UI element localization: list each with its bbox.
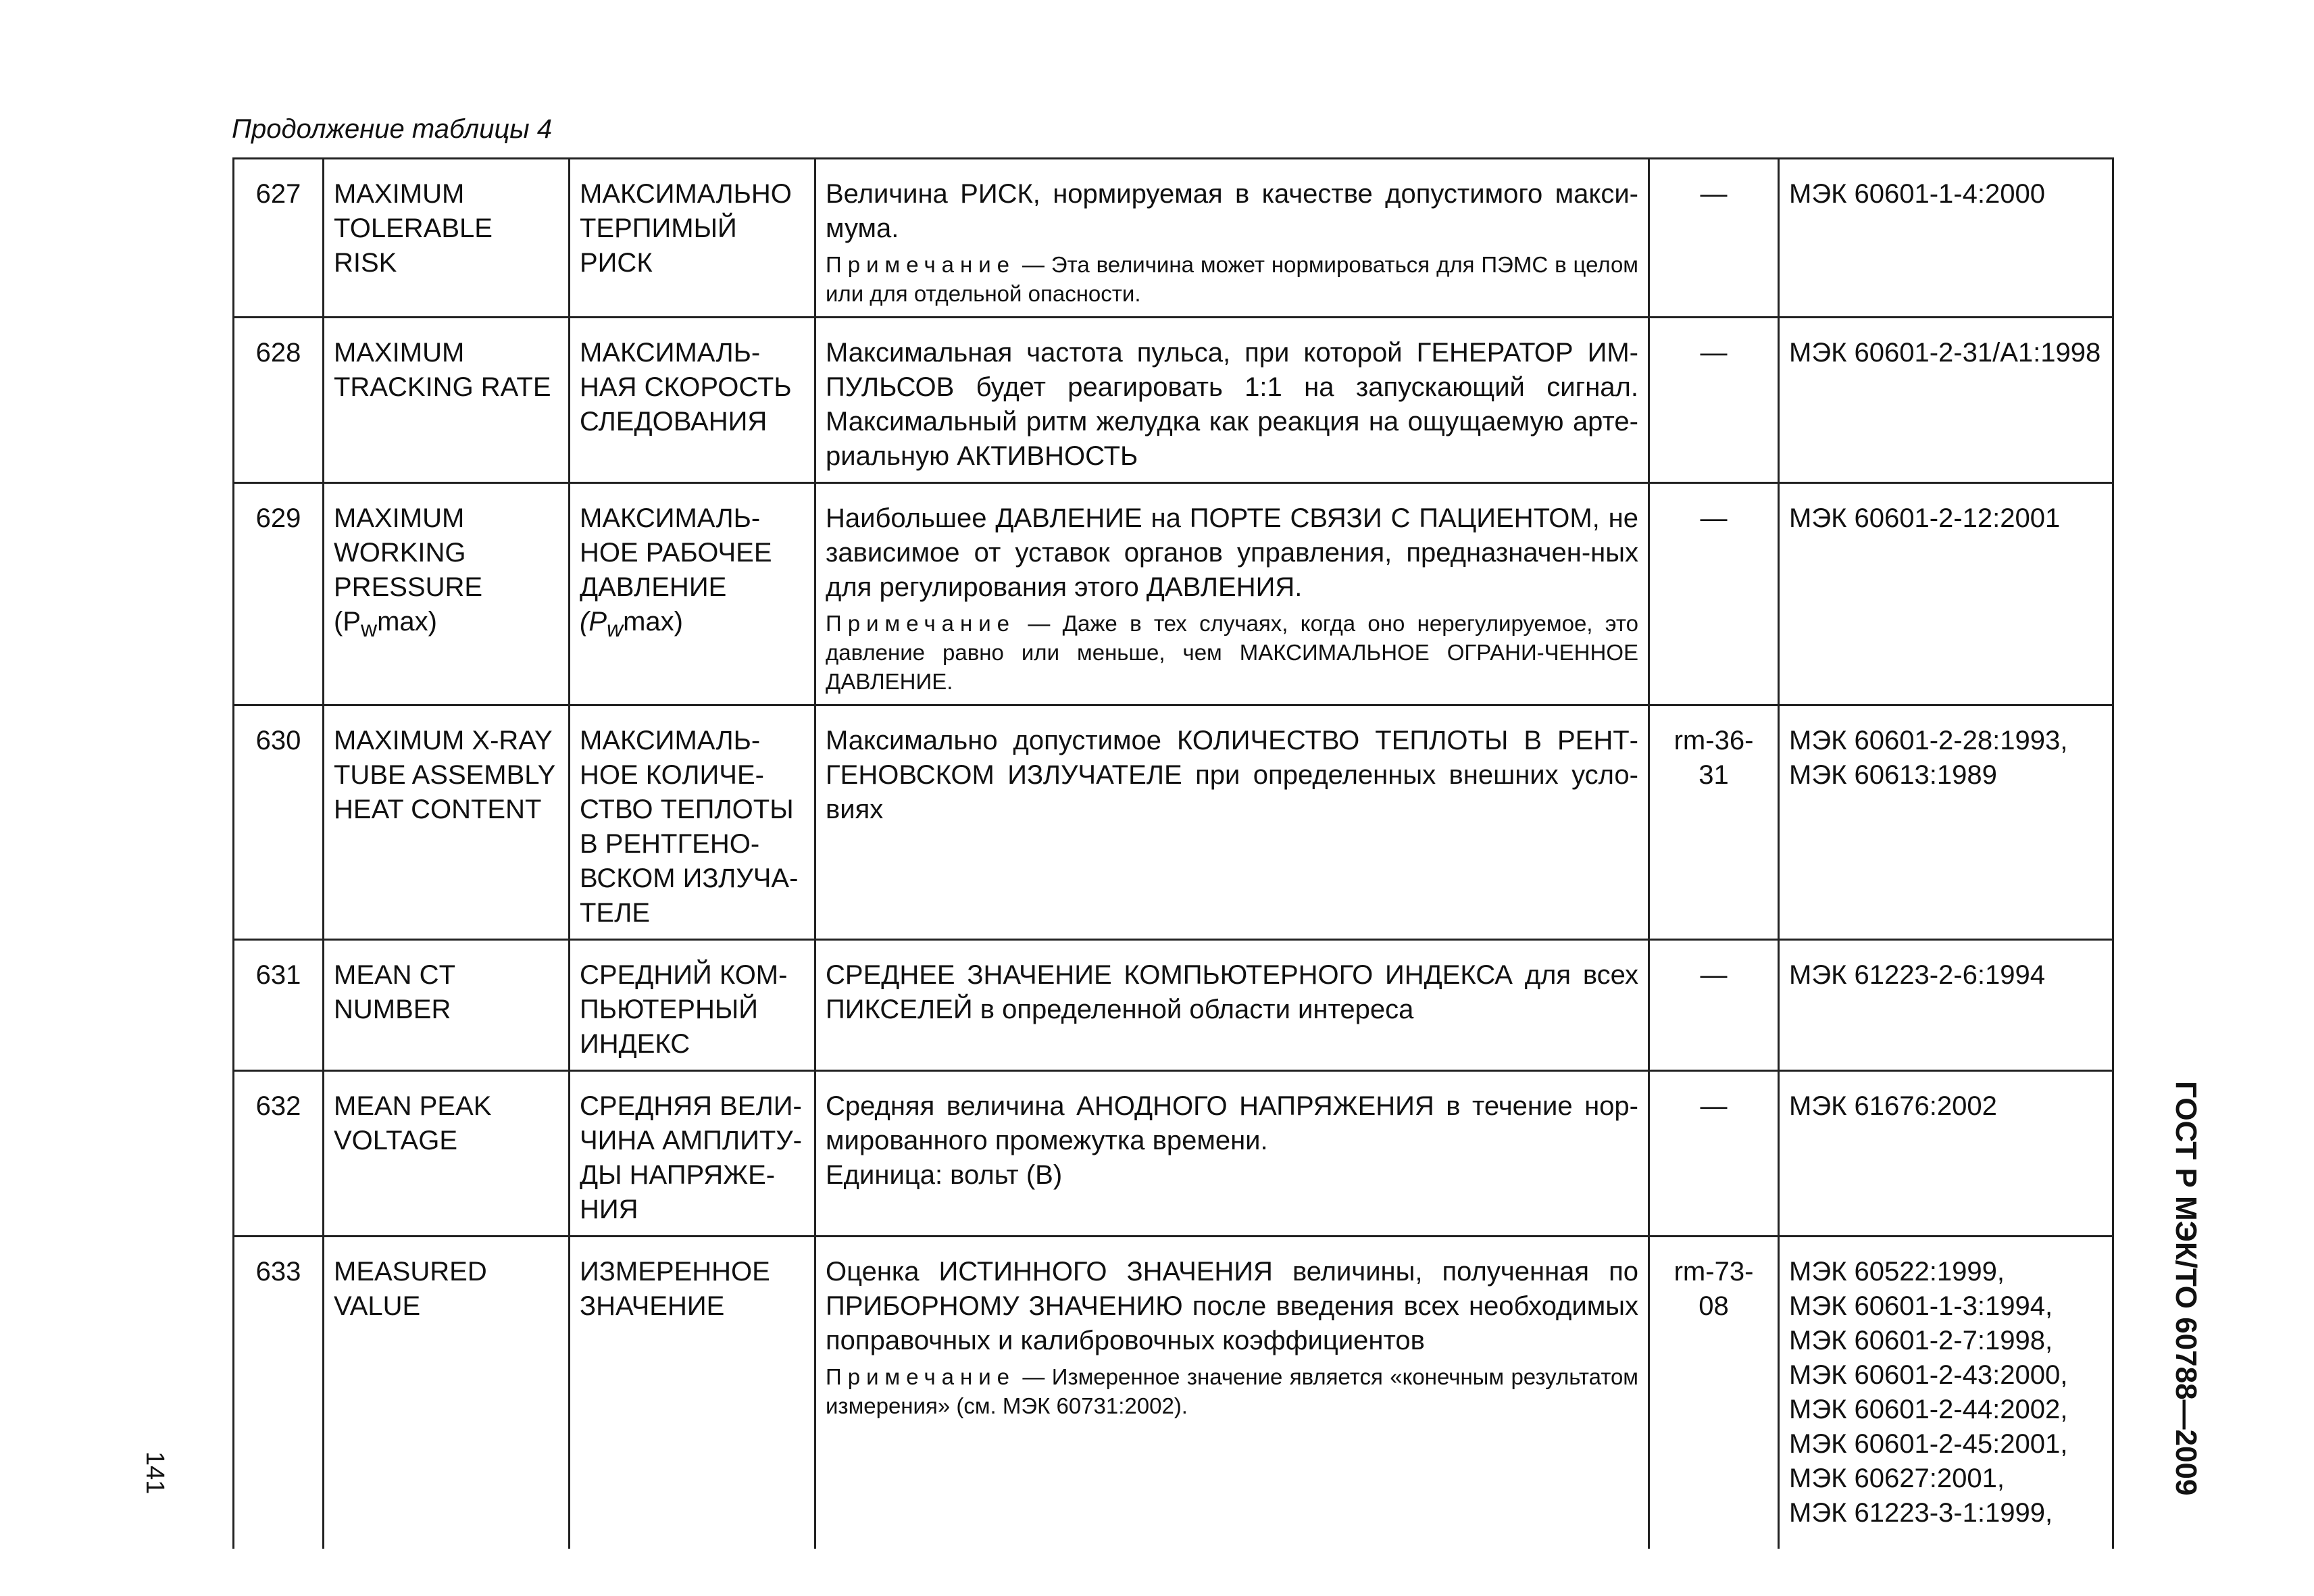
reference-line: МЭК 61223-3-1:1999, [1789, 1498, 2053, 1528]
term-definition [815, 940, 1649, 1071]
term-references [1779, 483, 2113, 705]
term-russian: СРЕДНИЙ КОМ-ПЬЮТЕРНЫЙ ИНДЕКС [570, 940, 815, 1071]
term-russian: МАКСИМАЛЬНО ТЕРПИМЫЙ РИСК [570, 159, 815, 318]
page-number: 141 [141, 1451, 169, 1495]
symbol-prefix: (P [580, 607, 607, 637]
reference-line: МЭК 60601-2-43:2000, [1789, 1360, 2068, 1390]
term-code: rm-36-31 [1649, 705, 1779, 940]
reference-line: МЭК 60601-2-28:1993, [1789, 726, 2068, 755]
term-code: rm-73-08 [1649, 1237, 1779, 1549]
reference-line: МЭК 60601-2-45:2001, [1789, 1429, 2068, 1459]
definition-text: Оценка ИСТИННОГО ЗНАЧЕНИЯ величины, полученная по ПРИБОРНОМУ ЗНАЧЕНИЮ после введения всех необходимых поправочных и калибровочных коэффициентов [826, 1257, 1638, 1355]
definition-note [826, 609, 1638, 696]
term-number: 631 [234, 940, 324, 1071]
term-references [1779, 1237, 2113, 1549]
term-number: 633 [234, 1237, 324, 1549]
term-russian: ИЗМЕРЕННОЕ ЗНАЧЕНИЕ [570, 1237, 815, 1549]
note-label: Примечание [826, 1364, 1016, 1389]
term-russian: СРЕДНЯЯ ВЕЛИ-ЧИНА АМПЛИТУ-ДЫ НАПРЯЖЕ-НИЯ [570, 1071, 815, 1237]
term-definition [815, 1071, 1649, 1237]
definition-text: Максимально допустимое КОЛИЧЕСТВО ТЕПЛОТЫ В РЕНТ-ГЕНОВСКОМ ИЗЛУЧАТЕЛЕ при определенных внешних усло-виях [826, 726, 1638, 824]
definition-unit: Единица: вольт (В) [826, 1160, 1063, 1190]
term-english: MEASURED VALUE [324, 1237, 570, 1549]
symbol-suffix: max) [377, 607, 437, 637]
definition-text: Наибольшее ДАВЛЕНИЕ на ПОРТЕ СВЯЗИ С ПАЦИЕНТОМ, не зависимое от уставок органов управления, предназначен-ных для регулирования этого ДАВЛЕНИЯ. [826, 503, 1638, 602]
term-code: — [1649, 159, 1779, 318]
term-code: — [1649, 1071, 1779, 1237]
term-russian: МАКСИМАЛЬ-НОЕ КОЛИЧЕ-СТВО ТЕПЛОТЫ В РЕНТГЕНО-ВСКОМ ИЗЛУЧА-ТЕЛЕ [570, 705, 815, 940]
term-definition [815, 483, 1649, 705]
reference-line: МЭК 60601-1-3:1994, [1789, 1291, 2053, 1321]
note-text: — Эта величина может нормироваться для ПЭМС в целом или для отдельной опасности. [826, 252, 1638, 306]
reference-line: МЭК 60613:1989 [1789, 760, 1997, 790]
term-english: MEAN PEAK VOLTAGE [324, 1071, 570, 1237]
note-label: Примечание [826, 252, 1016, 277]
reference-line: МЭК 61676:2002 [1789, 1091, 1997, 1121]
term-definition [815, 705, 1649, 940]
table-row [234, 159, 2113, 318]
document-side-title: ГОСТ Р МЭК/ТО 60788—2009 [2169, 1081, 2203, 1496]
definition-text: Максимальная частота пульса, при которой ГЕНЕРАТОР ИМ-ПУЛЬСОВ будет реагировать 1:1 на запускающий сигнал. Максимальный ритм желудка как реакция на ощущаемую арте-риальную АКТИВНОСТЬ [826, 338, 1638, 471]
term-english-text: MAXIMUM WORKING PRESSURE [334, 503, 483, 602]
table-row [234, 1071, 2113, 1237]
term-references [1779, 1071, 2113, 1237]
term-number: 627 [234, 159, 324, 318]
term-russian-symbol [580, 607, 683, 642]
term-number: 628 [234, 318, 324, 483]
term-number: 630 [234, 705, 324, 940]
term-number: 629 [234, 483, 324, 705]
table-caption: Продолжение таблицы 4 [232, 114, 553, 144]
term-references [1779, 318, 2113, 483]
reference-line: МЭК 60601-2-7:1998, [1789, 1326, 2053, 1355]
term-english: MAXIMUM TRACKING RATE [324, 318, 570, 483]
symbol-prefix: (P [334, 607, 361, 637]
reference-line: МЭК 60601-2-44:2002, [1789, 1395, 2068, 1424]
reference-line: МЭК 60522:1999, [1789, 1257, 2005, 1287]
term-russian: МАКСИМАЛЬ-НАЯ СКОРОСТЬ СЛЕДОВАНИЯ [570, 318, 815, 483]
term-code: — [1649, 318, 1779, 483]
term-english: MAXIMUM TOLERABLE RISK [324, 159, 570, 318]
definition-note [826, 1362, 1638, 1420]
symbol-subscript: w [607, 617, 624, 642]
term-english: MEAN CT NUMBER [324, 940, 570, 1071]
term-references [1779, 159, 2113, 318]
symbol-subscript: w [361, 617, 378, 642]
term-russian [570, 483, 815, 705]
term-number: 632 [234, 1071, 324, 1237]
definition-text: СРЕДНЕЕ ЗНАЧЕНИЕ КОМПЬЮТЕРНОГО ИНДЕКСА для всех ПИКСЕЛЕЙ в определенной области интереса [826, 960, 1638, 1024]
table-row [234, 705, 2113, 940]
term-definition [815, 1237, 1649, 1549]
table-row [234, 940, 2113, 1071]
term-english-symbol [334, 607, 437, 642]
term-code: — [1649, 483, 1779, 705]
term-english [324, 483, 570, 705]
table-row [234, 483, 2113, 705]
symbol-suffix: max) [623, 607, 683, 637]
note-text: — Измеренное значение является «конечным результатом измерения» (см. МЭК 60731:2002). [826, 1364, 1638, 1418]
definition-text: Средняя величина АНОДНОГО НАПРЯЖЕНИЯ в течение нор-мированного промежутка времени. [826, 1091, 1638, 1155]
term-code: — [1649, 940, 1779, 1071]
reference-line: МЭК 61223-2-6:1994 [1789, 960, 2045, 990]
term-english: MAXIMUM X-RAY TUBE ASSEMBLY HEAT CONTENT [324, 705, 570, 940]
note-text: — Даже в тех случаях, когда оно нерегулируемое, это давление равно или меньше, чем МАКСИМАЛЬНОЕ ОГРАНИ-ЧЕННОЕ ДАВЛЕНИЕ. [826, 611, 1638, 694]
term-references [1779, 705, 2113, 940]
reference-line: МЭК 60601-1-4:2000 [1789, 179, 2045, 209]
terms-table [232, 157, 2114, 1549]
term-definition [815, 159, 1649, 318]
reference-line: МЭК 60601-2-12:2001 [1789, 503, 2061, 533]
reference-line: МЭК 60601-2-31/А1:1998 [1789, 338, 2101, 368]
definition-text: Величина РИСК, нормируемая в качестве допустимого макси-мума. [826, 179, 1638, 243]
reference-line: МЭК 60627:2001, [1789, 1464, 2005, 1493]
table-row [234, 318, 2113, 483]
note-label: Примечание [826, 611, 1016, 636]
term-definition [815, 318, 1649, 483]
table-row [234, 1237, 2113, 1549]
definition-note [826, 250, 1638, 308]
term-russian-text: МАКСИМАЛЬ-НОЕ РАБОЧЕЕ ДАВЛЕНИЕ [580, 503, 772, 602]
term-references [1779, 940, 2113, 1071]
